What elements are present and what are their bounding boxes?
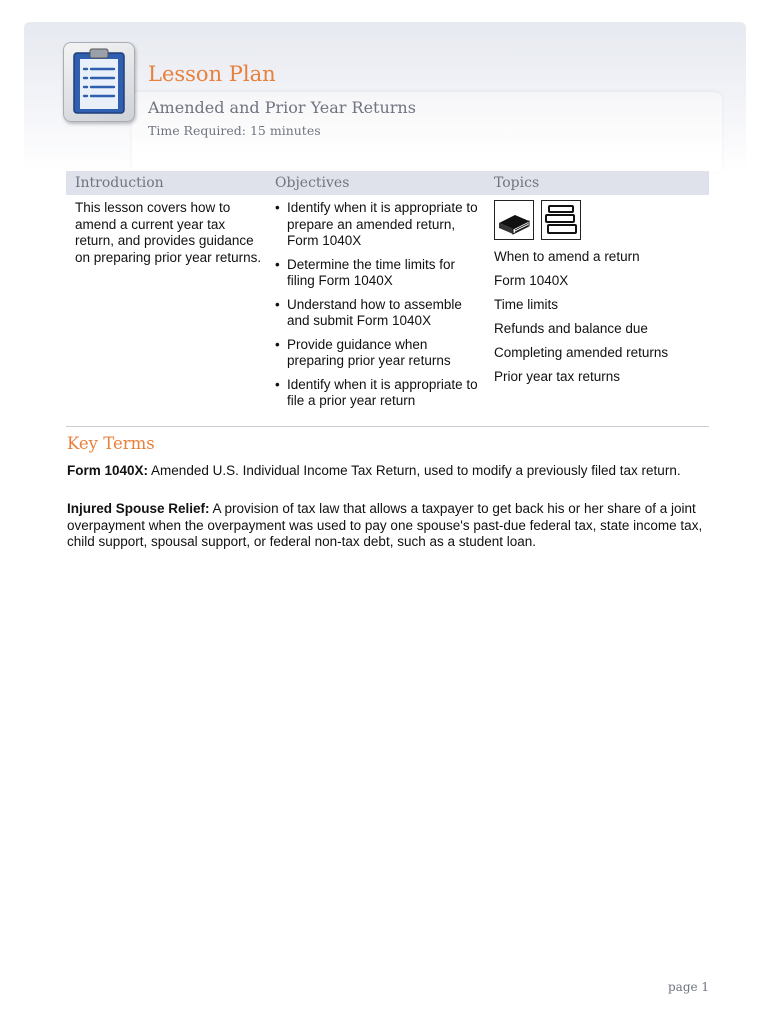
key-term-definition: Amended U.S. Individual Income Tax Return, used to modify a previously filed tax return. — [148, 463, 681, 478]
page-subtitle: Amended and Prior Year Returns — [148, 98, 416, 117]
section-divider — [66, 426, 709, 427]
objective-item: • Identify when it is appropriate to prepare an amended return, Form 1040X — [275, 200, 480, 250]
introduction-heading: Introduction — [75, 175, 164, 191]
topic-item: Form 1040X — [494, 273, 569, 289]
key-term-injured-spouse-relief — [67, 501, 707, 551]
key-term-form-1040x — [67, 463, 707, 480]
clipboard-icon — [63, 42, 135, 122]
topic-item: When to amend a return — [494, 249, 640, 264]
objective-item: • Determine the time limits for filing Form 1040X — [275, 257, 480, 290]
page-number: page 1 — [668, 980, 710, 994]
objective-item: • Identify when it is appropriate to file a prior year return — [275, 377, 480, 410]
topic-item: Refunds and balance due — [494, 321, 648, 337]
objectives-list — [275, 200, 480, 417]
key-term-label: Injured Spouse Relief: — [67, 501, 210, 516]
single-book-icon — [494, 200, 534, 240]
stacked-books-icon — [541, 200, 581, 240]
topic-item: Time limits — [494, 297, 558, 313]
introduction-text: This lesson covers how to amend a current year tax return, and provides guidance on preparing prior year returns. — [75, 200, 262, 265]
page-title: Lesson Plan — [148, 62, 276, 86]
time-required: Time Required: 15 minutes — [148, 123, 321, 138]
objective-item: • Understand how to assemble and submit Form 1040X — [275, 297, 480, 330]
topic-item: Prior year tax returns — [494, 369, 621, 385]
objective-item: • Provide guidance when preparing prior year returns — [275, 337, 480, 370]
topics-list — [494, 249, 709, 394]
topics-heading: Topics — [494, 175, 540, 191]
key-term-definition: A provision of tax law that allows a taxpayer to get back his or her share of a joint overpayment when the overpayment was used to pay one spouse's past-due federal tax, state income tax, child support, spousal support, or federal non-tax debt, such as a student loan. — [67, 501, 703, 549]
key-term-label: Form 1040X: — [67, 463, 149, 478]
topic-item: Completing amended returns — [494, 345, 669, 361]
key-terms-heading: Key Terms — [67, 434, 155, 453]
objectives-heading: Objectives — [275, 175, 350, 191]
